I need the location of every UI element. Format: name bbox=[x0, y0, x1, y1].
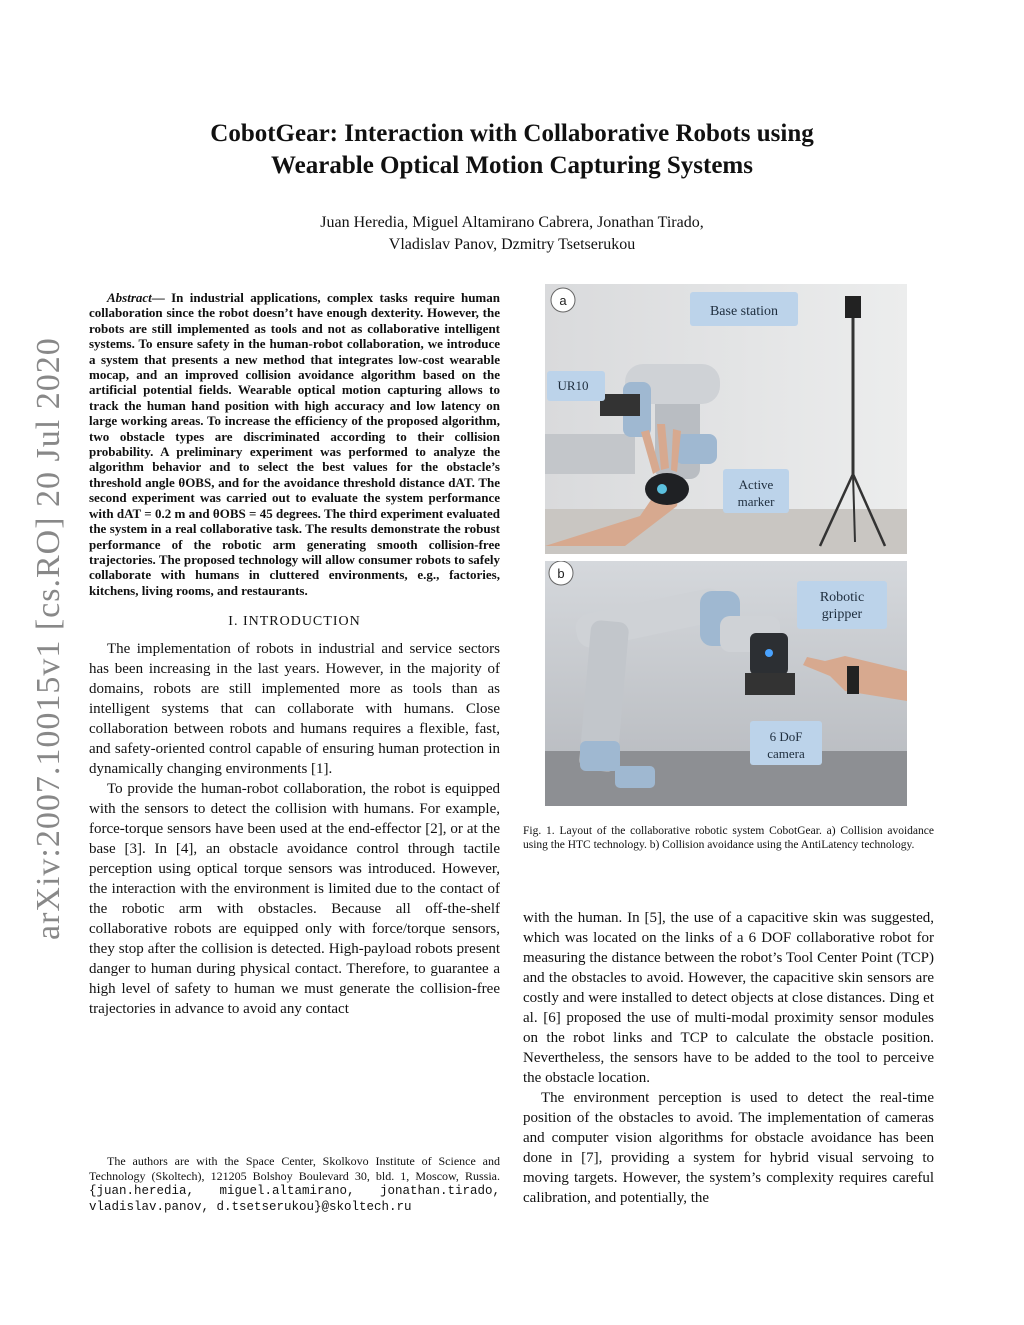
title-line: Wearable Optical Motion Capturing Systems bbox=[271, 152, 753, 179]
body-paragraph: The environment perception is used to detect the real-time position of the obstacles to avoid. The implementation of cameras and computer vision algorithms for obstacle avoidance has been done in [7], providing a system for hybrid visual servoing to moving targets. However, the system’s complexity requires careful calibration, and potentially, the bbox=[523, 1090, 934, 1206]
panel-a-letter: a bbox=[559, 293, 567, 308]
body-paragraph: with the human. In [5], the use of a capacitive skin was suggested, which was located on the links of a 6 DOF collaborative robot for measuring the distance between the robot’s Tool Center Point (TCP) and the obstacles to avoid. However, the capacitive skin sensors are costly and were installed to detect objects at close distances. Ding et al. [6] proposed the use of multi-modal proximity sensor modules on the robot links and TCP to calculate the obstacle position. Nevertheless, the sensors have to be added to the tool to perceive the obstacle location. bbox=[523, 910, 934, 1086]
abstract-label: Abstract bbox=[107, 290, 152, 305]
abstract bbox=[89, 290, 500, 598]
figure-panel-b bbox=[545, 561, 907, 806]
arxiv-stamp: arXiv:2007.10015v1 [cs.RO] 20 Jul 2020 bbox=[30, 337, 67, 940]
footnote-emails: {juan.heredia, miguel.altamirano, jonathan.tirado, vladislav.panov, d.tsetserukou}@skoltech.ru bbox=[89, 1184, 500, 1214]
callout-6dof-camera: 6 DoF camera bbox=[767, 729, 805, 761]
author-line: Juan Heredia, Miguel Altamirano Cabrera, Jonathan Tirado, bbox=[320, 214, 704, 231]
intro-paragraph: The implementation of robots in industrial and service sectors has been increasing in the last years. However, in the majority of domains, robots are still implemented more as tools than as intelligent systems that can collaborate with humans. Close collaboration between robots and humans requires a flexible, fast, and safety-oriented control capable of ensuring human protection in dynamically changing environments [1]. bbox=[89, 641, 500, 778]
figure-caption: Fig. 1. Layout of the collaborative robotic system CobotGear. a) Collision avoidance using the HTC technology. b) Collision avoidance using the AntiLatency technology. bbox=[523, 825, 934, 851]
right-column bbox=[523, 908, 934, 1208]
panel-b-letter: b bbox=[557, 566, 565, 581]
left-column bbox=[89, 290, 500, 1019]
panel-a-photo bbox=[545, 284, 907, 554]
author-line: Vladislav Panov, Dzmitry Tsetserukou bbox=[388, 236, 636, 253]
author-affiliation-footnote bbox=[89, 1154, 500, 1214]
paper-title bbox=[120, 118, 904, 182]
author-list bbox=[150, 212, 874, 256]
intro-paragraph: To provide the human-robot collaboration, the robot is equipped with the sensors to detect the collision with humans. For example, force-torque sensors have been used at the end-effector [2], or at the base [3]. In [4], an obstacle avoidance control through tactile perception using optical torque sensors was introduced. However, the interaction with the environment is limited due to the contact of the robotic arm with obstacles. Because all off-the-shelf collaborative robots are equipped only with force/torque sensors, they stop after the collision is detected. High-payload robots present danger to human during physical contact. Therefore, to guarantee a high level of safety to human we must generate the collision-free trajectories in advance to avoid any contact bbox=[89, 781, 500, 1018]
abstract-text: — In industrial applications, complex tasks require human collaboration since the robot doesn’t have enough dexterity. However, the robots are still implemented as tools and not as collaborative intelligent systems. To ensure safety in the human-robot collaboration, we introduce a system that presents a new method that integrates low-cost wearable mocap, and an improved collision avoidance algorithm based on the artificial potential fields. Wearable optical motion capturing allows to track the human hand position with high accuracy and low latency on large working areas. To increase the efficiency of the proposed algorithm, two obstacle types are discriminated according to their collision probability. A preliminary experiment was performed to analyze the algorithm behavior and to select the best values for the obstacle’s threshold angle θOBS, and for the avoidance threshold distance dAT. The second experiment was carried out to evaluate the system performance with dAT = 0.2 m and θOBS = 45 degrees. The third experiment evaluated the system in a real collaborative task. The results demonstrate the robust performance of the robotic arm generating smooth collision-free trajectories. The proposed technology will allow consumer robots to safely collaborate with humans in cluttered environments, e.g., factories, kitchens, living rooms, and restaurants. bbox=[89, 290, 500, 598]
title-line: CobotGear: Interaction with Collaborative Robots using bbox=[210, 120, 814, 147]
callout-base-station: Base station bbox=[709, 304, 779, 319]
figure-panel-a bbox=[545, 284, 907, 554]
callout-active-marker: Active marker bbox=[737, 477, 775, 509]
callout-robotic-gripper: Robotic gripper bbox=[819, 590, 865, 622]
footnote-text: The authors are with the Space Center, Skolkovo Institute of Science and Technology (Skoltech), 121205 Bolshoy Boulevard 30, bld. 1, Moscow, Russia. bbox=[89, 1154, 500, 1183]
callout-ur10: UR10 bbox=[557, 378, 589, 393]
panel-b-photo bbox=[545, 561, 907, 806]
section-heading-introduction: I. INTRODUCTION bbox=[228, 614, 361, 630]
